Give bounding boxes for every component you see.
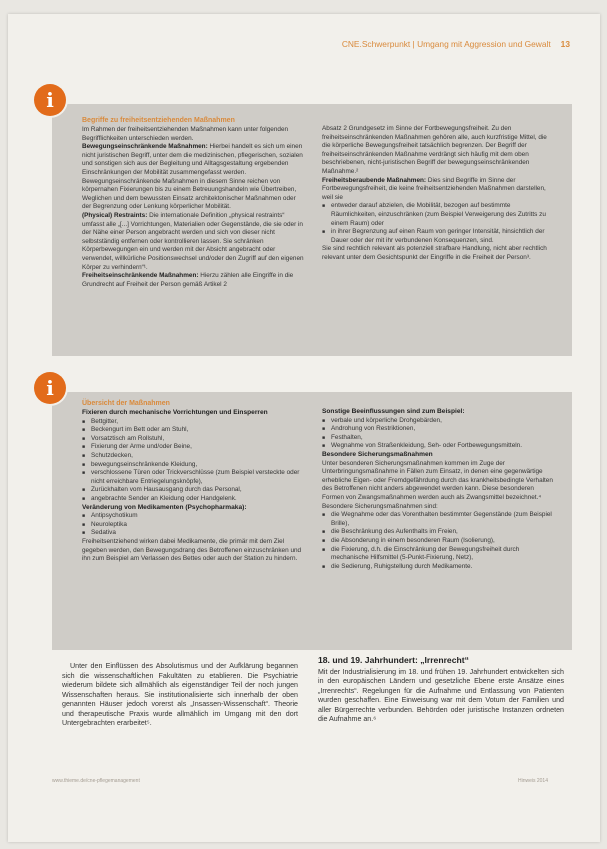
measures-right-column	[322, 408, 554, 571]
definition-text: Hierbei handelt es sich um einen nicht juristischen Begriff, unter dem die medizinischen, pflegerischen, sozialen und sonstigen sich aus der Begleitung und Alltagsgestaltung ergebenden Einschränkungen der Mobilität zusammengefasst werden. Bewegungseinschränkende Maßnahmen in diesem Sinne reichen von körpernahen Fixierungen bis zu einem Betreuungshandeln wie Übertreiben, Weglichen und dem bewussten Einsatz architektonischer Maßnahmen oder der Begrenzung oder Lenkung körperlicher Mobilität.	[82, 143, 303, 211]
medication-list	[82, 512, 304, 538]
measures-left-column	[82, 399, 304, 564]
list-item: ■ entweder darauf abzielen, die Mobilität, bezogen auf bestimmte Räumlichkeiten, einzuschränken (zum Beispiel Verweigerung des Zutritts zu einem Raum) oder	[322, 202, 554, 228]
definition-text: Dies sind Begriffe im Sinne der Fortbewegungsfreiheit, die keine freiheitsentziehenden Maßnahmen darstellen, weil sie	[322, 176, 546, 201]
mechanical-list	[82, 418, 304, 504]
definitions-right-column	[322, 125, 554, 263]
list-item: ■ Festhalten,	[322, 434, 554, 443]
security-measures-list	[322, 511, 554, 571]
definition-term: Freiheitsberaubende Maßnahmen:	[322, 176, 427, 184]
list-item: ■ Fixierung der Arme und/oder Beine,	[82, 443, 304, 452]
list-item: ■ angebrachte Sender an Kleidung oder Handgelenk.	[82, 495, 304, 504]
definition-text: Hierzu zählen alle Eingriffe in die Grundrecht auf Freiheit der Person gemäß Artikel 2	[82, 272, 294, 288]
list-item: ■ Beckengurt im Bett oder am Stuhl,	[82, 426, 304, 435]
definition-paragraph	[82, 126, 304, 143]
list-item: ■ verschlossene Türen oder Trickverschlüsse (zum Beispiel versteckte oder nicht erreichbare Entriegelungsknöpfe),	[82, 469, 304, 486]
other-influences-list	[322, 417, 554, 451]
definition-term: Freiheitseinschränkende Maßnahmen:	[82, 272, 199, 280]
header-title: CNE.Schwerpunkt | Umgang mit Aggression und Gewalt	[341, 39, 551, 49]
page-number: 13	[560, 39, 570, 49]
measures-title: Übersicht der Maßnahmen	[82, 400, 170, 407]
definition-closing: Sie sind rechtlich relevant als potenziell strafbare Handlung, nicht aber rechtlich relevant unter dem Gesichtspunkt der Eingriffe in die Freiheit der Person³.	[322, 245, 547, 261]
list-item: ■ Neuroleptika	[82, 521, 304, 530]
list-item: ■ Vorsatztisch am Rollstuhl,	[82, 435, 304, 444]
info-icon: i	[34, 372, 66, 404]
definition-term: (Physical) Restraints:	[82, 211, 148, 219]
list-item: ■ Bettgitter,	[82, 418, 304, 427]
list-item: ■ verbale und körperliche Drohgebärden,	[322, 417, 554, 426]
running-header	[342, 36, 570, 52]
list-item: ■ Sedativa	[82, 529, 304, 538]
page	[8, 14, 600, 842]
definition-text: Im Rahmen der freiheitsentziehenden Maßnahmen kann unter folgenden Begrifflichkeiten unterschieden werden.	[82, 126, 289, 142]
measures-heading: Fixieren durch mechanische Vorrichtungen und Einsperren	[82, 409, 268, 416]
info-icon: i	[34, 84, 66, 116]
definition-paragraph	[82, 272, 304, 289]
footer-issue: Hinweis 2014	[517, 778, 548, 784]
body-right-paragraph: Mit der Industrialisierung im 18. und frühen 19. Jahrhundert entwickelten sich in den europäischen Ländern und gesetzliche Ebene erste Ansätze eines „Irrenrechts“. Regelungen für die Aufnahme und Entlassung von Patienten wurden geschaffen. Eine Einweisung war mit dem Votum der Familien und aller Bürgerrechte verbunden. Behörden oder juristische Instanzen ordneten die Aufnahme an.⁶	[318, 667, 564, 723]
list-item: ■ Schutzdecken,	[82, 452, 304, 461]
definition-bullet-list	[322, 202, 554, 245]
measures-overview-box	[52, 392, 572, 650]
definition-term: Bewegungseinschränkende Maßnahmen:	[82, 143, 208, 151]
definition-paragraph	[322, 177, 554, 203]
body-right-column	[318, 656, 564, 725]
list-item: ■ bewegungseinschränkende Kleidung,	[82, 461, 304, 470]
list-item: ■ die Beschränkung des Aufenthalts im Freien,	[322, 528, 554, 537]
list-item: ■ die Fixierung, d.h. die Einschränkung der Bewegungsfreiheit durch mechanische Hilfsmittel (5-Punkt-Fixierung, Netz),	[322, 546, 554, 563]
measures-heading: Veränderung von Medikamenten (Psychopharmaka):	[82, 503, 247, 511]
measures-heading: Sonstige Beeinflussungen sind zum Beispiel:	[322, 408, 465, 415]
list-item: ■ Zurückhalten vom Hausausgang durch das Personal,	[82, 486, 304, 495]
list-item: ■ Wegnahme von Straßenkleidung, Seh- oder Fortbewegungsmitteln.	[322, 442, 554, 451]
list-item: ■ in ihrer Begrenzung auf einen Raum von geringer Intensität, hinsichtlich der Dauer oder der mit ihr verbundenen Konsequenzen, sind.	[322, 228, 554, 245]
definitions-title: Begriffe zu freiheitsentziehenden Maßnahmen	[82, 117, 235, 124]
list-item: ■ die Sedierung, Ruhigstellung durch Medikamente.	[322, 563, 554, 572]
section-heading: 18. und 19. Jahrhundert: „Irrenrecht“	[318, 655, 469, 665]
definition-paragraph	[82, 143, 304, 212]
definition-text: Die internationale Definition „physical restraints“ umfasst alle „[...] Vorrichtungen, Materialien oder Gegenstände, die sie oder in der Nähe einer Person angebracht werden und sich von dieser nicht selbstständig entfernen oder kontrollieren lassen. Sie schränken Körperbewegungen ein und werden mit der Absicht angebracht oder verwendet, willkürliche Positionswechsel und/oder den Zugriff auf den eigenen Körper zu verhindern“¹.	[82, 211, 304, 271]
list-item: ■ Antipsychotikum	[82, 512, 304, 521]
footer-url: www.thieme.de/cne-pflegemanagement	[52, 778, 140, 784]
security-measures-paragraph: Unter besonderen Sicherungsmaßnahmen kommen im Zuge der Unterbringungsmaßnahme in Fällen zum Einsatz, in denen eine gegenwärtige erhebliche Eigen- oder Fremdgefährdung durch das krankheitsbedingte Verhalten des Betroffenen nicht anders abgewendet werden kann. Diese besonderen Formen von Zwangsmaßnahmen werden auch als Zwangsmittel bezeichnet.⁴ Besondere Sicherungsmaßnahmen sind:	[322, 459, 553, 510]
definition-paragraph	[82, 212, 304, 272]
medication-closing: Freiheitsentziehend wirken dabei Medikamente, die primär mit dem Ziel gegeben werden, den Bewegungsdrang des Betroffenen einzuschränken und ihn zum Beispiel am Verlassen des Bettes oder auch der Station zu hindern.	[82, 537, 302, 563]
definition-text: Absatz 2 Grundgesetz im Sinne der Fortbewegungsfreiheit. Zu den freiheitseinschränkenden Maßnahmen gehören alle, auch kurzfristige Mittel, die die körperliche Bewegungsfreiheit tatsächlich begrenzen. Der Begriff der freiheitseinschränkenden Maßnahme verdrängt sich häufig mit dem oben beschriebenen, nicht-juristischen Begriff der bewegungseinschränkenden Maßnahme.²	[322, 125, 547, 175]
list-item: ■ die Wegnahme oder das Vorenthalten bestimmter Gegenstände (zum Beispiel Brille),	[322, 511, 554, 528]
definitions-left-column	[82, 116, 304, 289]
definitions-box	[52, 104, 572, 356]
list-item: ■ die Absonderung in einem besonderen Raum (Isolierung),	[322, 537, 554, 546]
list-item: ■ Androhung von Restriktionen,	[322, 425, 554, 434]
measures-heading: Besondere Sicherungsmaßnahmen	[322, 450, 433, 458]
definition-paragraph	[322, 125, 554, 177]
body-left-paragraph: Unter den Einflüssen des Absolutismus und der Aufklärung begannen sich die wissenschaftlichen Fakultäten zu etablieren. Die Psychiatrie wiederum bildete sich allmählich als eigenständiger Teil der noch jungen Wissenschaften heraus. Sie institutionalisierte sich innerhalb der oben genannten Häuser jedoch vorerst als „Insassen-Wissenschaft“. Theorie und therapeutische Praxis wurde allmählich im Umgang mit den dort Untergebrachten erarbeitet⁵.	[62, 662, 298, 727]
